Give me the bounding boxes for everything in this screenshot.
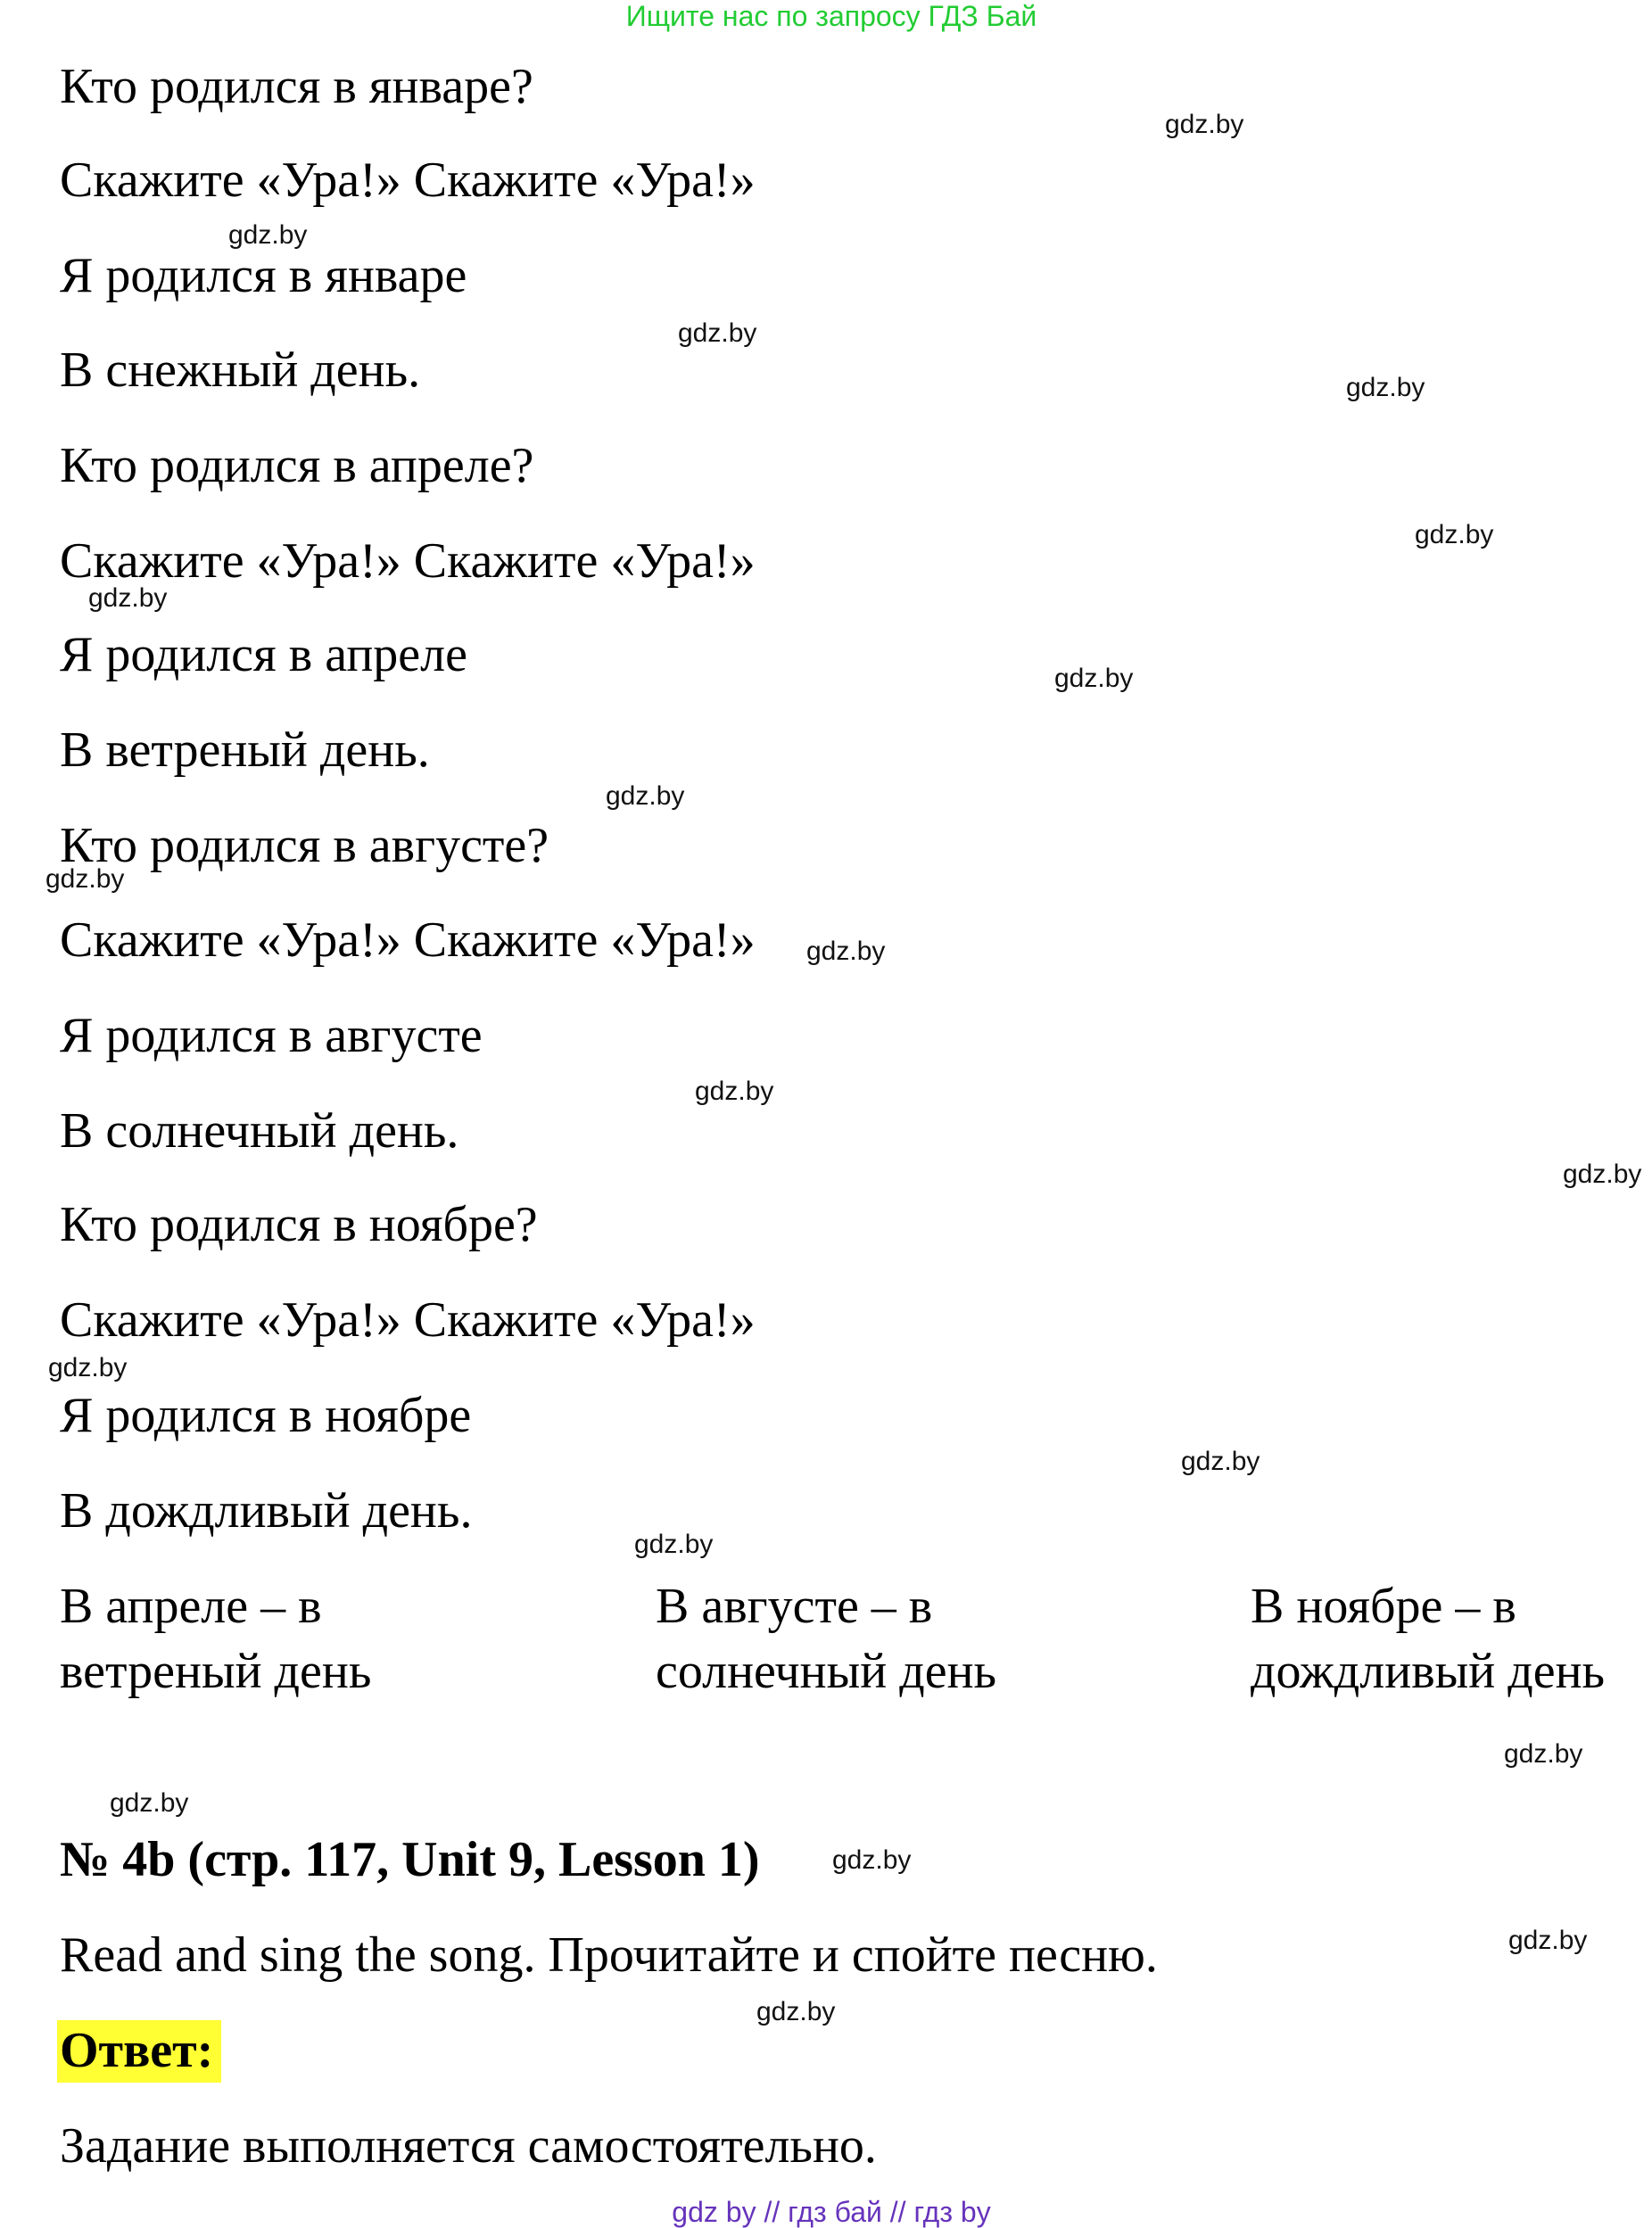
watermark: gdz.by xyxy=(110,1788,189,1818)
song-line: Скажите «Ура!» Скажите «Ура!» xyxy=(60,533,756,589)
site-header-link[interactable]: Ищите нас по запросу ГДЗ Бай xyxy=(625,0,1037,32)
song-line: Скажите «Ура!» Скажите «Ура!» xyxy=(60,1292,756,1348)
song-line: Кто родился в январе? xyxy=(60,59,533,114)
column-1-line-2: ветреный день xyxy=(60,1644,372,1699)
song-line: В дождливый день. xyxy=(60,1483,473,1539)
watermark: gdz.by xyxy=(606,781,685,811)
watermark: gdz.by xyxy=(1346,373,1425,402)
footer-links[interactable]: gdz by // гдз бай // гдз by xyxy=(672,2196,991,2228)
watermark: gdz.by xyxy=(1054,664,1134,693)
watermark: gdz.by xyxy=(634,1530,714,1559)
song-line: Я родился в ноябре xyxy=(60,1388,472,1443)
watermark: gdz.by xyxy=(48,1353,128,1382)
column-2-line-1: В августе – в xyxy=(656,1579,933,1634)
song-line: Скажите «Ура!» Скажите «Ура!» xyxy=(60,153,756,208)
watermark: gdz.by xyxy=(88,583,168,613)
watermark: gdz.by xyxy=(1181,1447,1260,1476)
column-2-line-2: солнечный день xyxy=(656,1644,997,1699)
watermark: gdz.by xyxy=(756,1997,836,2026)
column-1-line-1: В апреле – в xyxy=(60,1579,322,1634)
column-3-line-2: дождливый день xyxy=(1251,1644,1606,1699)
song-line: Кто родился в августе? xyxy=(60,818,549,873)
song-line: В снежный день. xyxy=(60,342,421,398)
watermark: gdz.by xyxy=(832,1845,912,1875)
task-instruction: Read and sing the song. Прочитайте и спойте песню. xyxy=(60,1927,1158,1983)
song-line: В солнечный день. xyxy=(60,1103,459,1159)
watermark: gdz.by xyxy=(228,220,308,250)
song-line: Кто родился в ноябре? xyxy=(60,1197,538,1252)
column-3-line-1: В ноябре – в xyxy=(1251,1579,1516,1634)
song-line: Я родился в апреле xyxy=(60,627,467,682)
song-line: В ветреный день. xyxy=(60,722,430,778)
watermark: gdz.by xyxy=(1508,1926,1588,1955)
watermark: gdz.by xyxy=(806,937,886,966)
watermark: gdz.by xyxy=(678,318,757,348)
song-line: Я родился в январе xyxy=(60,248,467,303)
task-heading: № 4b (стр. 117, Unit 9, Lesson 1) xyxy=(60,1832,760,1887)
watermark: gdz.by xyxy=(1165,110,1244,139)
song-line: Скажите «Ура!» Скажите «Ура!» xyxy=(60,912,756,968)
watermark: gdz.by xyxy=(1563,1159,1642,1189)
answer-label: Ответ: xyxy=(60,2023,214,2078)
watermark: gdz.by xyxy=(1504,1739,1583,1769)
watermark: gdz.by xyxy=(695,1077,774,1106)
song-line: Кто родился в апреле? xyxy=(60,438,534,493)
answer-text: Задание выполняется самостоятельно. xyxy=(60,2118,877,2174)
song-line: Я родился в августе xyxy=(60,1008,483,1063)
watermark: gdz.by xyxy=(45,864,125,894)
watermark: gdz.by xyxy=(1415,520,1494,549)
